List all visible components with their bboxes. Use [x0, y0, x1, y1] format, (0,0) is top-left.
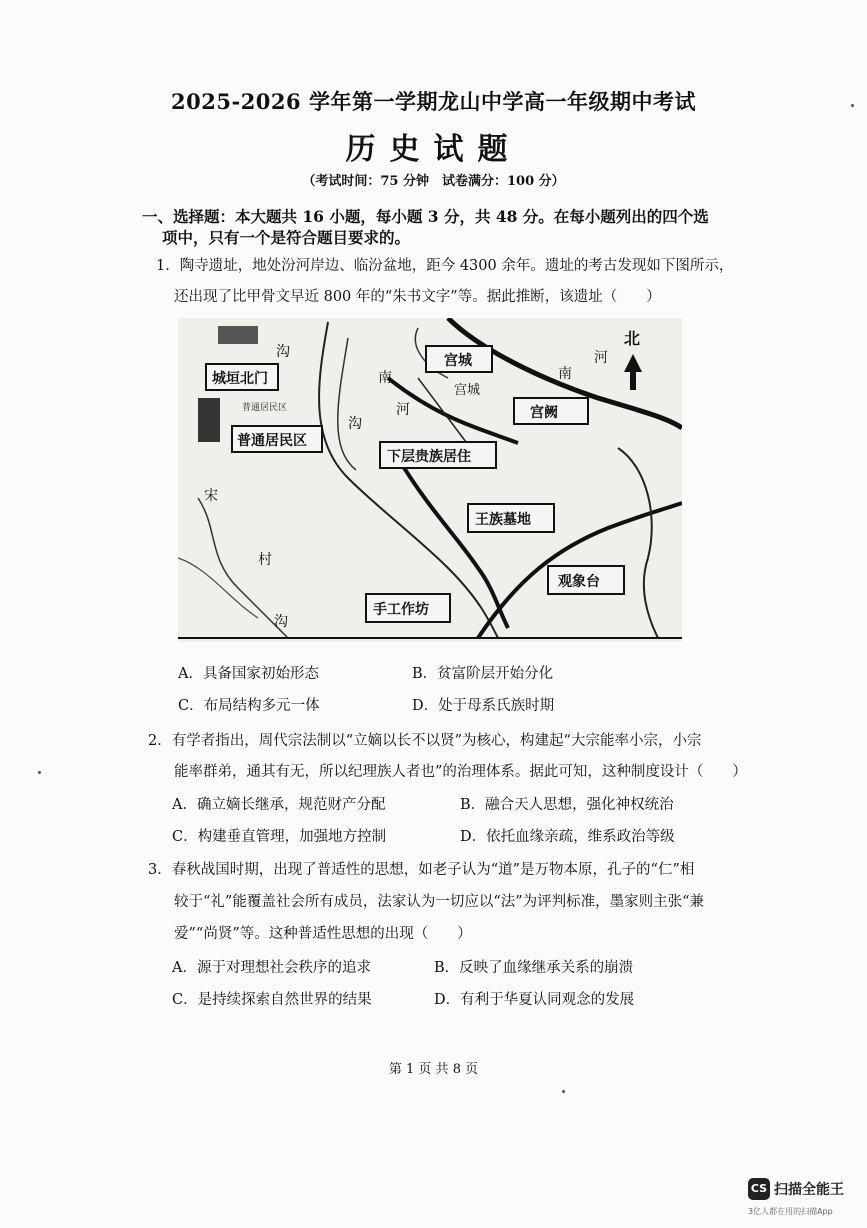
map-label-north-gate: 城垣北门: [212, 371, 268, 387]
map-river-char: 南: [558, 366, 572, 382]
map-small-palace: 宫城: [454, 383, 481, 398]
map-label-royal-tombs: 王族墓地: [475, 512, 531, 528]
map-river-char: 沟: [348, 416, 362, 432]
section-line-1: 一、选择题：本大题共 16 小题，每小题 3 分，共 48 分。在每小题列出的四个选: [142, 207, 709, 226]
map-label-lower-nobility: 下层贵族居住: [387, 449, 471, 465]
map-river-char: 宋: [204, 488, 218, 504]
watermark-tagline: 3亿人都在用的扫描App: [748, 1207, 833, 1216]
q2-line-1: 2．有学者指出，周代宗法制以“立嫡以长不以贤”为核心，构建起“大宗能率小宗，小宗: [148, 733, 702, 749]
q1-option-b: B．贫富阶层开始分化: [412, 666, 554, 682]
q1-option-d: D．处于母系氏族时期: [412, 698, 555, 714]
section-line-2: 项中，只有一个是符合题目要求的。: [162, 228, 411, 247]
section-instructions: [142, 206, 742, 248]
q3-option-d: D．有利于华夏认同观念的发展: [434, 992, 635, 1008]
map-river-char: 沟: [276, 344, 290, 360]
q1-option-c: C．布局结构多元一体: [178, 698, 320, 714]
map-label-workshop: 手工作坊: [373, 602, 429, 618]
map-river-char: 河: [594, 350, 608, 366]
scan-speck: [38, 771, 41, 774]
map-small-residential: 普通居民区: [242, 403, 288, 413]
q2-option-a: A．确立嫡长继承，规范财产分配: [172, 797, 386, 813]
exam-title: 2025-2026 学年第一学期龙山中学高一年级期中考试: [171, 89, 696, 114]
q1-line-1: 1．陶寺遗址，地处汾河岸边、临汾盆地，距今 4300 余年。遗址的考古发现如下图所示，: [156, 258, 734, 274]
page-footer: 第 1 页 共 8 页: [388, 1062, 479, 1077]
camscanner-logo-icon: CS: [748, 1178, 770, 1200]
map-label-palace-gate: 宫阙: [530, 405, 558, 421]
map-label-observatory: 观象台: [558, 574, 600, 590]
q2-option-b: B．融合天人思想，强化神权统治: [460, 797, 674, 813]
q3-option-a: A．源于对理想社会秩序的追求: [172, 960, 371, 976]
exam-meta: （考试时间：75 分钟 试卷满分：100 分）: [302, 174, 565, 189]
q2-option-d: D．依托血缘亲疏，维系政治等级: [460, 829, 675, 845]
taosi-site-map: [178, 318, 682, 642]
q1-option-a: A．具备国家初始形态: [178, 666, 319, 682]
map-label-palace-city: 宫城: [444, 353, 472, 369]
q1-line-2: 还出现了比甲骨文早近 800 年的“朱书文字”等。据此推断，该遗址（ ）: [174, 289, 661, 305]
q3-line-3: 爱”“尚贤”等。这种普适性思想的出现（ ）: [174, 926, 472, 942]
map-label-residential: 普通居民区: [237, 433, 307, 449]
q2-option-c: C．构建垂直管理，加强地方控制: [172, 829, 387, 845]
map-river-char: 南: [378, 370, 392, 386]
q2-line-2: 能率群弟，通其有无，所以纪理族人者也”的治理体系。据此可知，这种制度设计（ ）: [174, 764, 747, 780]
map-river-char: 村: [258, 552, 272, 568]
scanner-watermark: [748, 1178, 860, 1222]
q3-line-2: 较于“礼”能覆盖社会所有成员，法家认为一切应以“法”为评判标准，墨家则主张“兼: [174, 894, 705, 910]
scan-speck: [562, 1090, 565, 1093]
q3-option-c: C．是持续探索自然世界的结果: [172, 992, 372, 1008]
subject-title: 历史试题: [345, 132, 522, 167]
watermark-brand: 扫描全能王: [774, 1182, 844, 1198]
map-river-char: 河: [396, 402, 410, 418]
q3-option-b: B．反映了血缘继承关系的崩溃: [434, 960, 634, 976]
scan-speck: [851, 104, 854, 107]
compass-north-label: 北: [624, 329, 641, 348]
q3-line-1: 3．春秋战国时期，出现了普适性的思想，如老子认为“道”是万物本原，孔子的“仁”相: [148, 862, 695, 878]
map-river-char: 沟: [274, 614, 288, 630]
